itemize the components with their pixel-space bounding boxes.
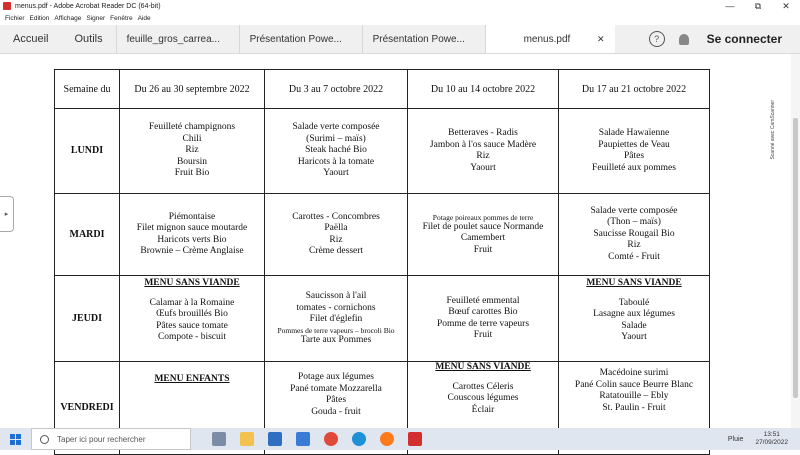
clock-date: 27/09/2022 <box>755 439 788 446</box>
edge-icon[interactable] <box>352 432 366 446</box>
day-cell: MARDI <box>55 194 120 276</box>
help-icon[interactable]: ? <box>649 31 665 47</box>
home-button[interactable]: Accueil <box>13 33 49 45</box>
menu-aide[interactable]: Aide <box>137 14 151 22</box>
menu-line: Crème dessert <box>308 246 364 256</box>
expand-icon: ▸ <box>4 211 9 218</box>
special-menu-label: MENU SANS VIANDE <box>435 362 531 372</box>
menu-cell <box>559 109 710 194</box>
menu-fenetre[interactable]: Fenêtre <box>110 14 133 22</box>
taskbar-search[interactable] <box>31 428 191 450</box>
menu-line: Betteraves - Radis <box>448 128 518 138</box>
menu-cell <box>265 276 408 362</box>
menu-affichage[interactable]: Affichage <box>54 14 82 22</box>
task-view-icon[interactable] <box>212 432 226 446</box>
clock[interactable] <box>755 431 788 447</box>
special-menu-label: MENU SANS VIANDE <box>144 278 240 288</box>
window-title: menus.pdf - Adobe Acrobat Reader DC (64-bit) <box>15 2 161 10</box>
menu-line: Saucisse Rougail Bio <box>593 228 675 239</box>
menu-line: Filet mignon sauce moutarde <box>136 223 248 233</box>
special-menu-label: MENU SANS VIANDE <box>586 278 682 288</box>
menu-line: Potage poireaux pommes de terre <box>432 212 534 222</box>
menu-cell <box>408 109 559 194</box>
menu-line: Comté - Fruit <box>608 251 660 262</box>
tab-feuille[interactable] <box>116 25 239 53</box>
menu-line: Lasagne aux légumes <box>593 309 675 319</box>
special-menu-label: MENU ENFANTS <box>154 374 230 384</box>
menu-line: Macédoine surimi <box>599 368 669 378</box>
tab-menus-pdf[interactable] <box>485 25 615 53</box>
menu-line: Pommes de terre vapeurs – brocoli Bio <box>277 325 395 335</box>
table-row <box>55 194 710 276</box>
menu-line: Yaourt <box>323 168 349 179</box>
menu-line: Feuilleté aux pommes <box>592 162 676 173</box>
vertical-scrollbar[interactable] <box>791 54 800 428</box>
acrobat-taskbar-icon[interactable] <box>408 432 422 446</box>
tab-presentation-1[interactable] <box>239 25 362 53</box>
menu-line: Salade <box>621 320 647 331</box>
menu-line: Camembert <box>460 233 506 244</box>
search-placeholder: Taper ici pour rechercher <box>57 434 146 444</box>
menu-line: Riz <box>476 151 490 161</box>
menu-bar <box>0 12 800 24</box>
close-window-button[interactable]: ✕ <box>782 0 790 11</box>
menu-line: Pané tomate Mozzarella <box>290 383 382 394</box>
menu-cell <box>265 109 408 194</box>
day-cell: LUNDI <box>55 109 120 194</box>
close-tab-icon[interactable]: ✕ <box>597 33 605 44</box>
menu-line: Carottes - Concombres <box>292 211 380 222</box>
menu-line: Œufs brouillés Bio <box>156 309 228 319</box>
sign-in-button[interactable]: Se connecter <box>706 32 782 46</box>
menu-fichier[interactable]: Fichier <box>5 14 25 22</box>
maximize-button[interactable]: ⧉ <box>754 0 762 11</box>
menu-line: Salade Hawaïenne <box>598 128 670 138</box>
weather-widget[interactable]: Pluie <box>727 435 744 443</box>
menu-line: St. Paulin - Fruit <box>602 402 666 413</box>
windows-taskbar <box>0 428 800 450</box>
menu-line: Saucisson à l'ail <box>305 291 367 301</box>
menu-table-container <box>54 69 710 429</box>
menu-line: Potage aux légumes <box>298 372 374 382</box>
menu-line: Jambon à l'os sauce Madère <box>429 139 537 150</box>
clock-time: 13:51 <box>763 431 780 438</box>
chrome-icon[interactable] <box>324 432 338 446</box>
side-panel-toggle[interactable] <box>0 196 14 232</box>
menu-line: Brownie – Crème Anglaise <box>140 246 244 256</box>
firefox-icon[interactable] <box>380 432 394 446</box>
menu-line: Filet de poulet sauce Normande <box>422 221 544 232</box>
menu-line: Calamar à la Romaine <box>149 297 235 308</box>
minimize-button[interactable]: — <box>725 0 735 11</box>
menu-line: Riz <box>329 234 343 245</box>
tab-label: Présentation Powe... <box>249 33 342 45</box>
menu-line: (Thon – maïs) <box>607 217 661 228</box>
windows-start-icon[interactable] <box>10 434 21 445</box>
scrollbar-thumb[interactable] <box>793 118 798 398</box>
menu-line: Boursin <box>176 156 208 167</box>
menu-line: Paëlla <box>324 223 348 233</box>
search-icon <box>40 435 49 444</box>
file-explorer-icon[interactable] <box>240 432 254 446</box>
menu-line: Tarte aux Pommes <box>300 334 372 345</box>
menu-line: Éclair <box>471 404 495 415</box>
scanner-watermark: Scanné avec CamScanner <box>770 100 776 160</box>
menu-line: Filet d'églefin <box>309 314 363 324</box>
menu-line: Salade verte composée <box>590 205 678 216</box>
menu-cell <box>408 194 559 276</box>
menu-cell <box>120 276 265 362</box>
store-icon[interactable] <box>296 432 310 446</box>
menu-line: Pané Colin sauce Beurre Blanc <box>574 379 694 390</box>
menu-cell <box>265 194 408 276</box>
menu-line: Pâtes sauce tomate <box>156 320 228 331</box>
menu-cell <box>408 276 559 362</box>
table-row <box>55 276 710 362</box>
menu-line: Compote - biscuit <box>157 332 227 342</box>
menu-line: (Surimi – maïs) <box>306 133 366 144</box>
mail-icon[interactable] <box>268 432 282 446</box>
menu-cell <box>120 194 265 276</box>
menu-line: Paupiettes de Veau <box>598 139 670 150</box>
day-cell: VENDREDI <box>55 362 120 455</box>
menu-line: Riz <box>185 145 199 156</box>
menu-line: Steak haché Bio <box>305 145 367 156</box>
menu-cell <box>559 276 710 362</box>
bell-icon[interactable] <box>679 34 689 45</box>
tools-button[interactable]: Outils <box>74 33 103 45</box>
day-cell: JEUDI <box>55 276 120 362</box>
taskbar-apps <box>205 432 429 446</box>
week-label-header: Semaine du <box>55 70 120 109</box>
tab-presentation-2[interactable] <box>362 25 485 53</box>
menu-line: Haricots à la tomate <box>297 156 375 167</box>
week-header: Du 10 au 14 octobre 2022 <box>408 70 559 109</box>
week-header: Du 3 au 7 octobre 2022 <box>265 70 408 109</box>
week-header: Du 17 au 21 octobre 2022 <box>559 70 710 109</box>
menu-line: Pâtes <box>623 151 645 161</box>
menu-line: Fruit Bio <box>174 168 210 179</box>
menu-cell <box>120 109 265 194</box>
window-titlebar <box>0 0 800 12</box>
tab-label: Présentation Powe... <box>372 33 465 45</box>
menu-line: Yaourt <box>470 162 496 173</box>
menu-signer[interactable]: Signer <box>86 14 106 22</box>
menu-line: Bœuf carottes Bio <box>448 307 518 317</box>
menu-line: Feuilleté emmental <box>446 295 520 306</box>
menu-line: Fruit <box>473 330 493 340</box>
menu-line: Riz <box>627 240 641 251</box>
menu-line: Chili <box>182 133 202 144</box>
menu-line: Carottes Céleris <box>452 381 514 392</box>
acrobat-app-icon <box>3 2 11 10</box>
menu-line: Pomme de terre vapeurs <box>436 318 530 329</box>
menu-line: Haricots verts Bio <box>157 234 227 245</box>
acrobat-toolbar <box>0 25 800 54</box>
menu-line: Ratatouille – Ebly <box>599 391 669 401</box>
table-row <box>55 109 710 194</box>
week-header: Du 26 au 30 septembre 2022 <box>120 70 265 109</box>
menu-line: Pâtes <box>325 395 347 405</box>
menu-cell <box>559 194 710 276</box>
menu-line: Fruit <box>473 244 493 255</box>
menu-line: Yaourt <box>621 332 647 342</box>
system-tray <box>728 431 800 447</box>
tab-label: menus.pdf <box>523 33 571 45</box>
menu-line: Taboulé <box>618 297 650 308</box>
menu-line: Piémontaise <box>168 211 216 222</box>
menu-line: Feuilleté champignons <box>148 122 236 133</box>
menu-line: Gouda - fruit <box>311 406 361 417</box>
menu-line: Couscous légumes <box>447 393 519 403</box>
menu-line: Salade verte composée <box>292 122 380 133</box>
menu-edition[interactable]: Edition <box>29 14 50 22</box>
menu-table <box>54 69 710 455</box>
menu-line: tomates - cornichons <box>296 302 376 313</box>
tab-label: feuille_gros_carrea... <box>126 33 220 45</box>
